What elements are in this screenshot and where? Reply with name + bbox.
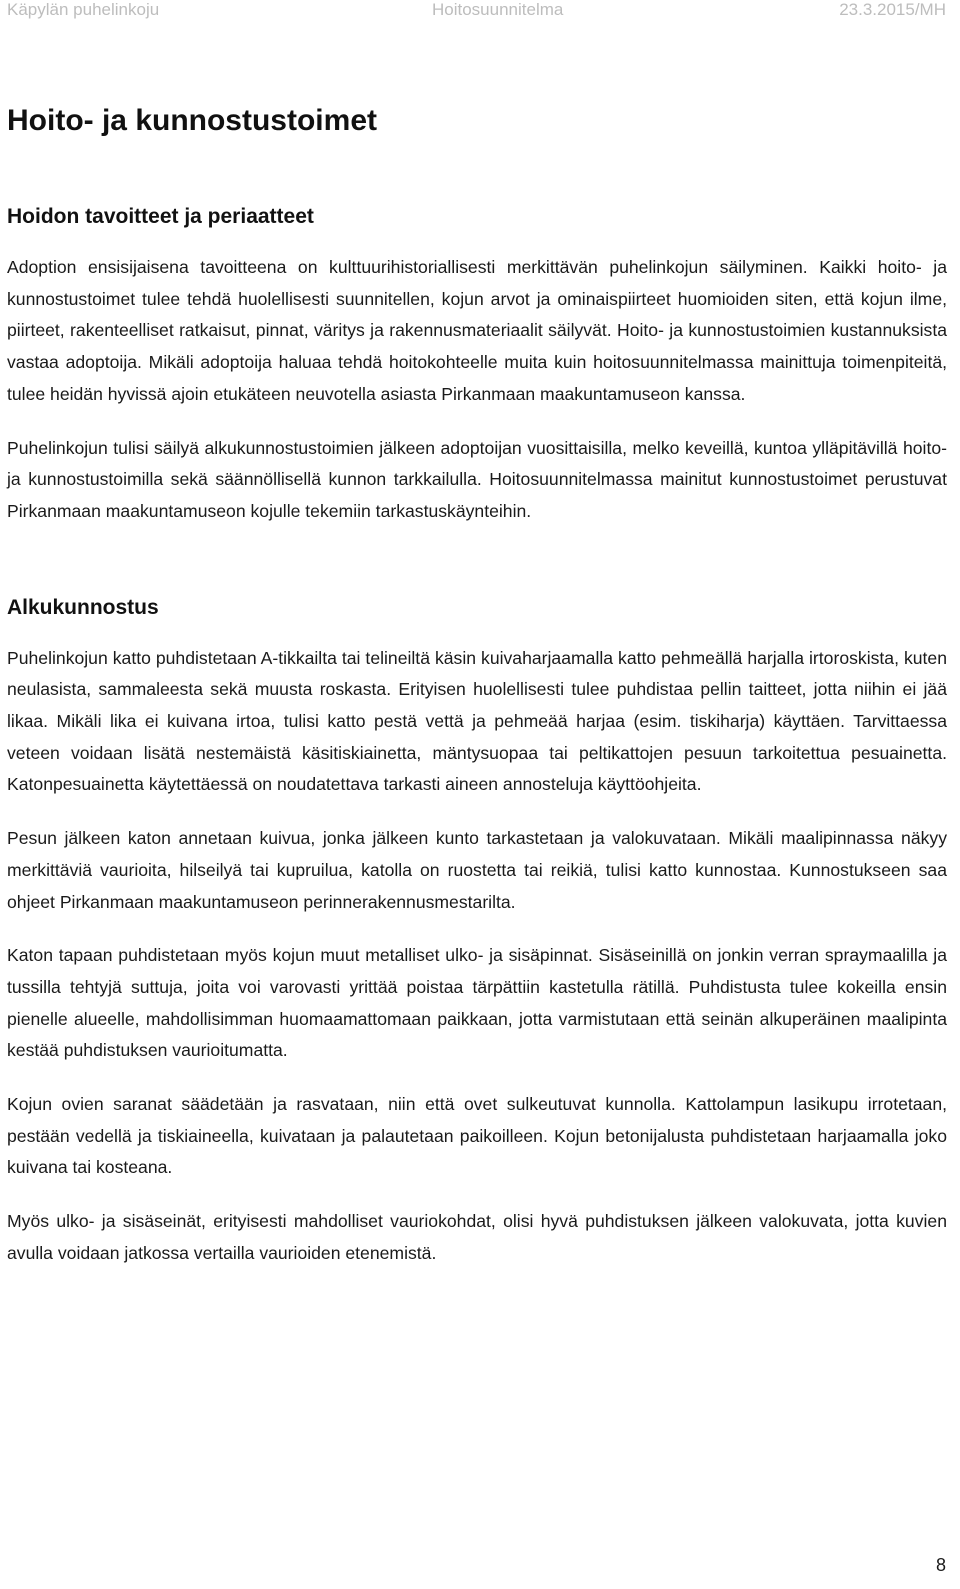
section-initial-restoration (7, 593, 947, 1270)
paragraph: Katon tapaan puhdistetaan myös kojun muut metalliset ulko- ja sisäpinnat. Sisäseinillä on jonkin verran spraymaalilla ja tussilla tehtyjä suttuja, joita voi varovasti yrittää poistaa tärpättiin kastetulla rätillä. Puhdistusta tulee kokeilla ensin pienelle alueelle, mahdollisimman huomaamattomaan paikkaan, jotta varmistutaan että seinän alkuperäinen maalipinta kestää puhdistuksen vaurioitumatta. (7, 945, 947, 1061)
document-body (7, 100, 947, 1270)
paragraph: Adoption ensisijaisena tavoitteena on kulttuurihistoriallisesti merkittävän puhelinkojun säilyminen. Kaikki hoito- ja kunnostustoimet tulee tehdä huolellisesti suunnitellen, kojun arvot ja ominaispiirteet huomioiden siten, että kojun ilme, piirteet, rakenteelliset ratkaisut, pinnat, väritys ja rakennusmateriaalit säilyvät. Hoito- ja kunnostustoimien kustannuksista vastaa adoptoija. Mikäli adoptoija haluaa tehdä hoitokohteelle muita kuin hoitosuunnitelmassa mainittuja toimenpiteitä, tulee heidän hyvissä ajoin etukäteen neuvotella asiasta Pirkanmaan maakuntamuseon kanssa. (7, 257, 947, 404)
header-date-author: 23.3.2015/MH (839, 0, 946, 19)
paragraph: Myös ulko- ja sisäseinät, erityisesti mahdolliset vauriokohdat, olisi hyvä puhdistuksen jälkeen valokuvata, jotta kuvien avulla voidaan jatkossa vertailla vaurioiden etenemistä. (7, 1211, 947, 1263)
page-title: Hoito- ja kunnostustoimet (7, 104, 377, 137)
paragraph: Pesun jälkeen katon annetaan kuivua, jonka jälkeen kunto tarkastetaan ja valokuvataan. Mikäli maalipinnassa näkyy merkittäviä vaurioita, hilseilyä tai kupruilua, katolla on ruostetta tai reikiä, tulisi katto kunnostaa. Kunnostukseen saa ohjeet Pirkanmaan maakuntamuseon perinnerakennusmestarilta. (7, 828, 947, 912)
header-document-type: Hoitosuunnitelma (432, 0, 564, 19)
paragraph: Puhelinkojun katto puhdistetaan A-tikkailta tai telineiltä käsin kuivaharjaamalla katto pehmeällä harjalla irtoroskista, kuten neulasista, sammaleesta sekä muusta roskasta. Erityisen huolellisesti tulee puhdistaa pellin taitteet, jotta niihin ei jää likaa. Mikäli lika ei kuivana irtoa, tulisi katto pestä vettä ja pehmeää harjaa (esim. tiskiharja) käyttäen. Tarvittaessa veteen voidaan lisätä nestemäistä käsitiskiainetta, mäntysuopaa tai peltikattojen pesuun tarkoitettua pesuainetta. Katonpesuainetta käytettäessä on noudatettava tarkasti aineen annosteluja käyttöohjeita. (7, 647, 947, 795)
paragraph: Puhelinkojun tulisi säilyä alkukunnostustoimien jälkeen adoptoijan vuosittaisilla, melko keveillä, kuntoa ylläpitävillä hoito- ja kunnostustoimilla sekä säännöllisellä kunnon tarkkailulla. Hoitosuunnitelmassa mainitut kunnostustoimet perustuvat Pirkanmaan maakuntamuseon kojulle tekemiin tarkastuskäynteihin. (7, 437, 947, 521)
paragraph: Kojun ovien saranat säädetään ja rasvataan, niin että ovet sulkeutuvat kunnolla. Kattolampun lasikupu irrotetaan, pestään vedellä ja tiskiaineella, kuivataan ja palautetaan paikoilleen. Kojun betonijalusta puhdistetaan harjaamalla joko kuivana tai kosteana. (7, 1094, 947, 1178)
header-document-subject: Käpylän puhelinkoju (7, 0, 160, 19)
section-heading: Hoidon tavoitteet ja periaatteet (7, 205, 314, 228)
section-goals (7, 202, 947, 528)
page-header (7, 0, 946, 26)
page-number: 8 (935, 1555, 946, 1575)
section-heading: Alkukunnostus (7, 595, 159, 619)
